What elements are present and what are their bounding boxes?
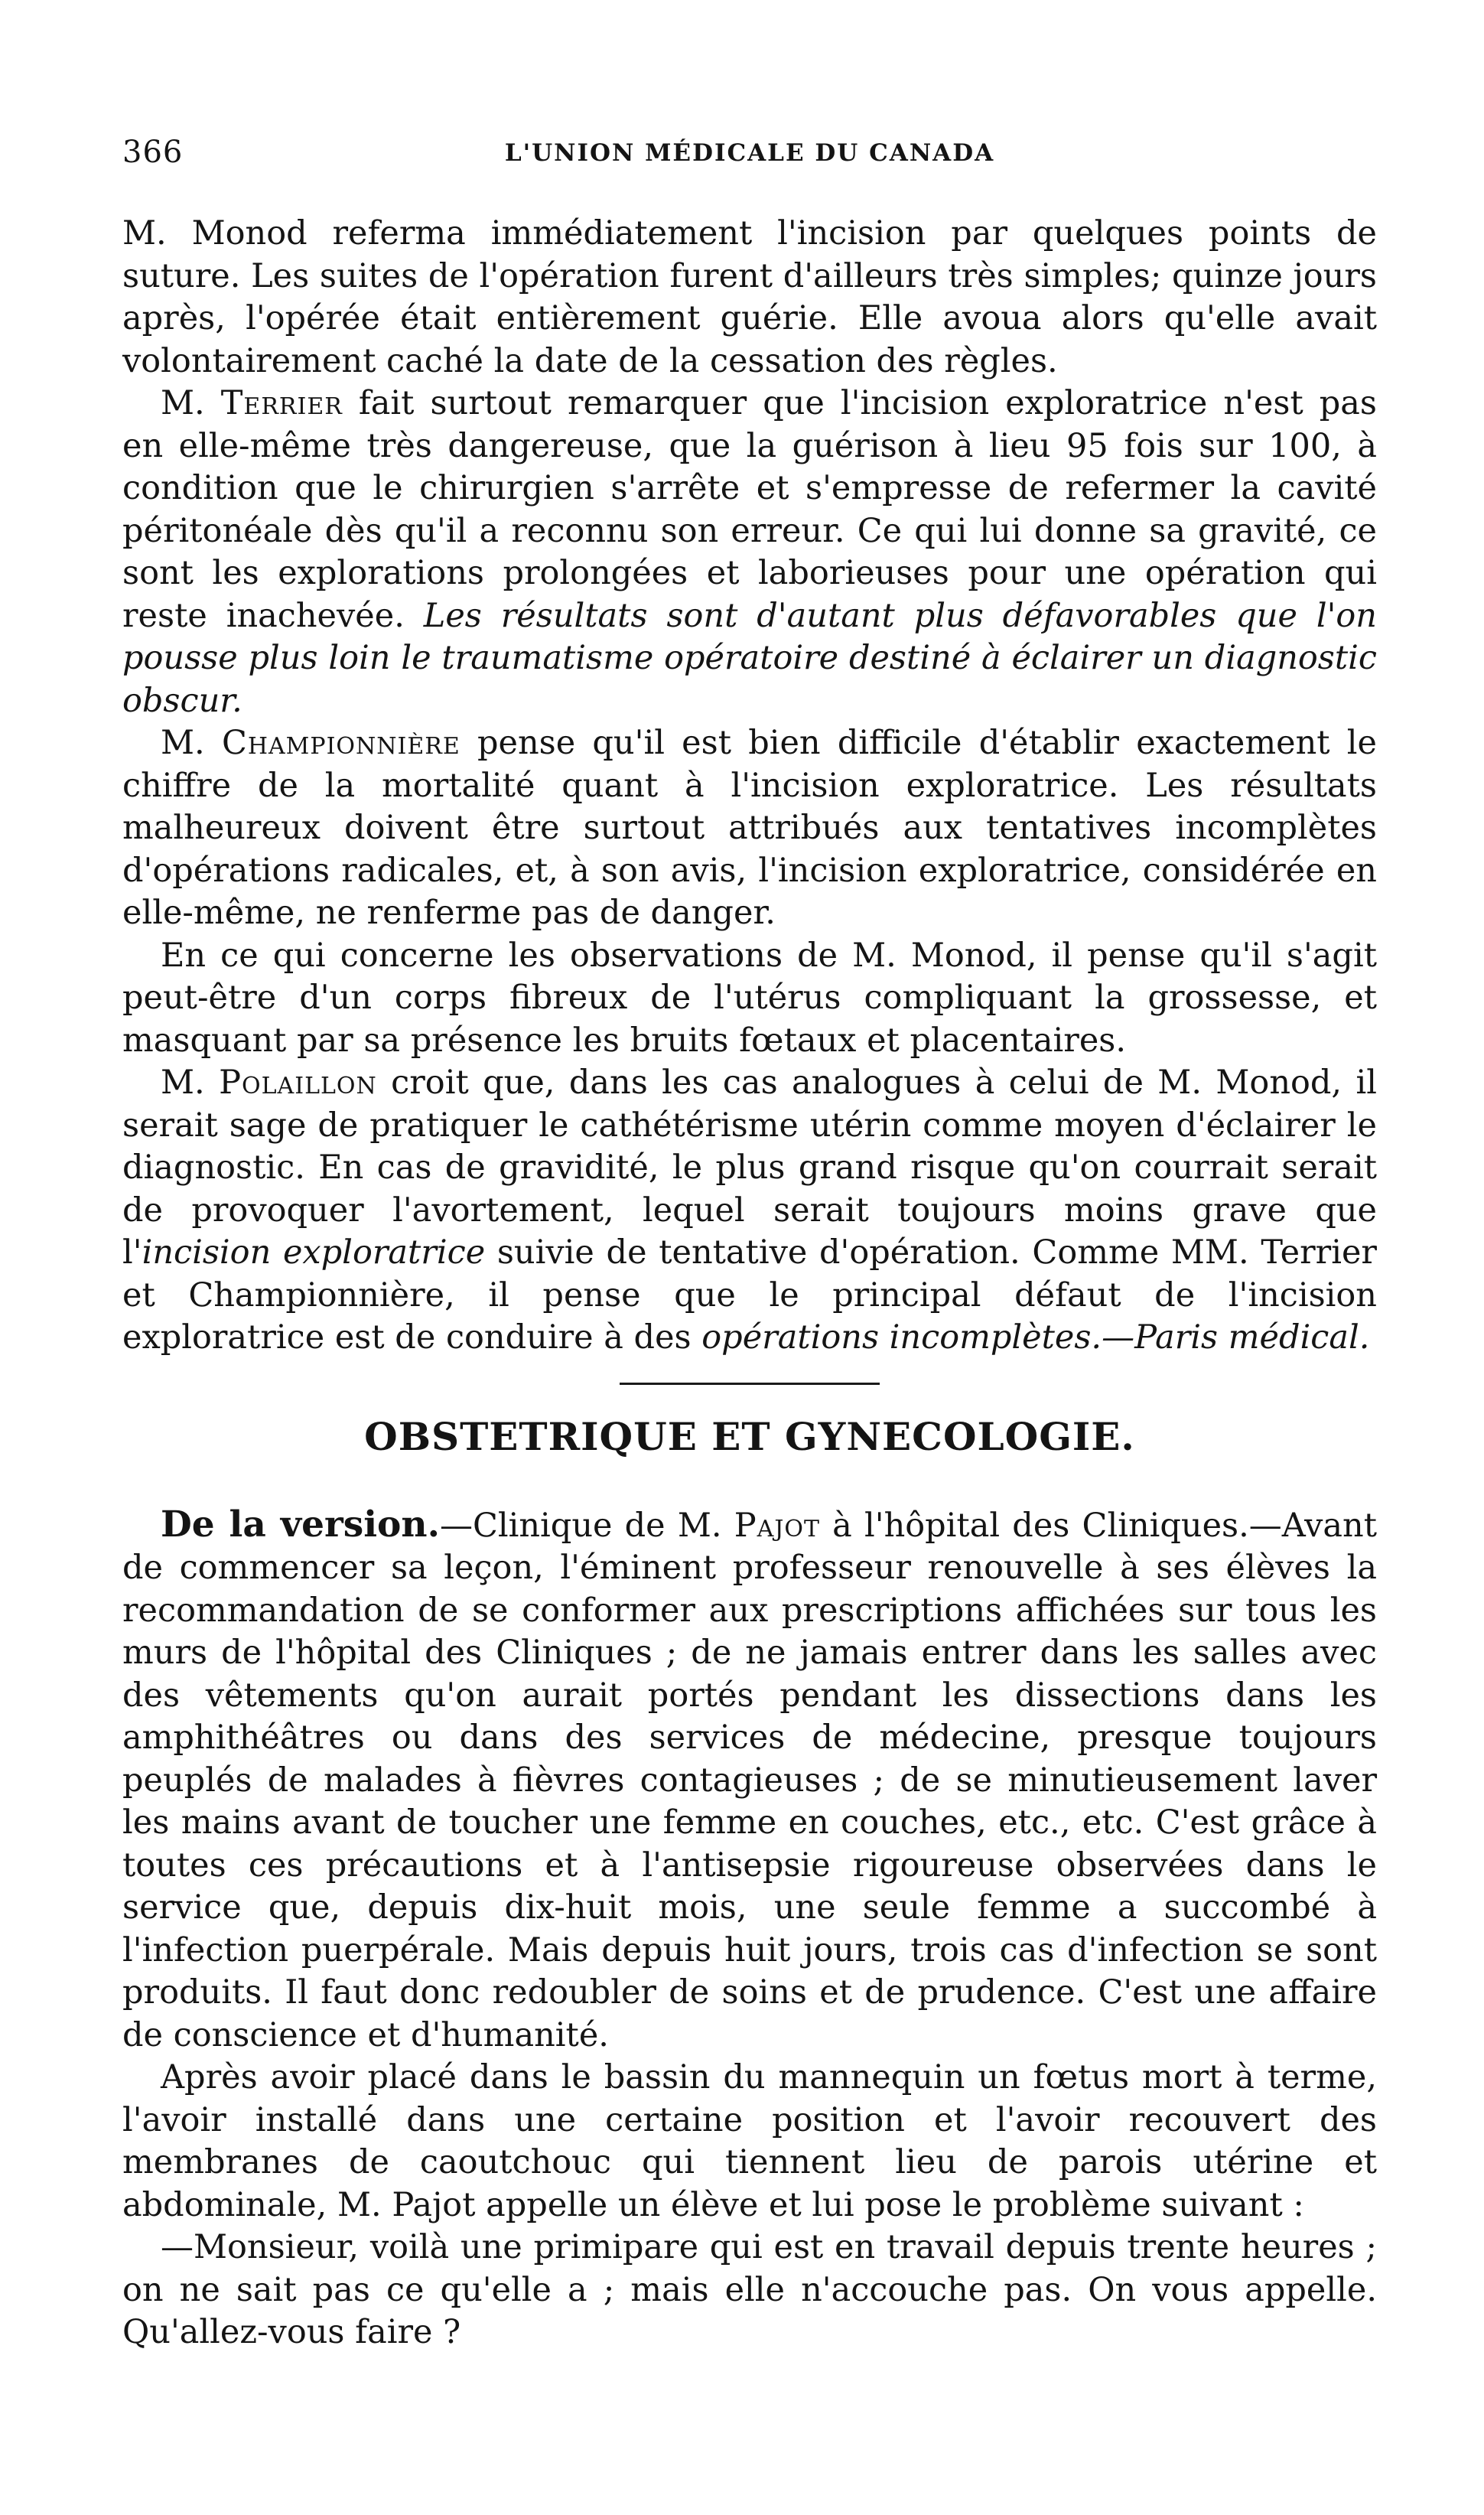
paragraph-polaillon [122, 1062, 1377, 1360]
speaker-name: Pajot [734, 1506, 820, 1545]
paragraph-version [122, 1503, 1377, 2057]
paragraph-text: —Monsieur, voilà une primipare qui est en travail depuis trente heures ; on ne sait pas ce qu'elle a ; mais elle n'accouche pas. On vous appelle. Qu'allez-vous faire ? [122, 2228, 1377, 2351]
page-header [122, 135, 1377, 181]
paragraph-observations [122, 935, 1377, 1063]
paragraph-championniere [122, 722, 1377, 935]
paragraph-text: En ce qui concerne les observations de M. Monod, il pense qu'il s'agit peut-être d'un corps fibreux de l'utérus compliquant la grossesse, et masquant par sa présence les bruits fœtaux et placentaires. [122, 936, 1377, 1060]
speaker-name: Terrier [220, 384, 343, 422]
paragraph-dialogue [122, 2227, 1377, 2354]
paragraph-monod [122, 213, 1377, 383]
paragraph-text: —Clinique de M. [439, 1506, 734, 1545]
paragraph-text: à l'hôpital des Cliniques.—Avant de commencer sa leçon, l'éminent professeur renouvelle à ses élèves la recommandation de se conformer aux prescriptions affichées sur tous les murs de l'hôpital des Cliniques ; de ne jamais entrer dans les salles avec des vêtements qu'on aurait portés pendant les dissections dans les amphithéâtres ou dans des services de médecine, presque toujours peuplés de malades à fièvres contagieuses ; de se minutieusement laver les mains avant de toucher une femme en couches, etc., etc. C'est grâce à toutes ces précautions et à l'antisepsie rigoureuse observées dans le service que, depuis dix-huit mois, une seule femme a succombé à l'infection puerpérale. Mais depuis huit jours, trois cas d'infection se sont produits. Il faut donc redoubler de soins et de prudence. C'est une affaire de conscience et d'humanité. [122, 1506, 1378, 2054]
paragraph-text: croit que, dans les cas analogues à celui de M. Monod, il serait sage de pratiquer le cathétérisme utérin comme moyen d'éclairer le diagnostic. En cas de gravidité, le plus grand risque qu'on courrait serait de provoquer l'avortement, lequel serait toujours moins grave que l' [122, 1064, 1377, 1272]
section-divider [620, 1383, 880, 1385]
italic-quote: Les résultats sont d'autant plus défavorables que l'on pousse plus loin le traumatisme opératoire destiné à éclairer un diagnostic obscur. [122, 596, 1378, 720]
article-title: De la version. [161, 1503, 440, 1546]
paragraph-prefix: M. [161, 384, 221, 422]
section-title: OBSTETRIQUE ET GYNECOLOGIE. [364, 1413, 1135, 1459]
paragraph-prefix: M. [161, 1064, 220, 1102]
page-number: 366 [122, 135, 184, 170]
paragraph-prefix: M. [161, 724, 222, 762]
paragraph-text: fait surtout remarquer que l'incision exploratrice n'est pas en elle-même très dangereuse, que la guérison à lieu 95 fois sur 100, à condition que le chirurgien s'arrête et s'empresse de refermer la cavité péritonéale dès qu'il a reconnu son erreur. Ce qui lui donne sa gravité, ce sont les explorations prolongées et laborieuses pour une opération qui reste inachevée. [122, 384, 1377, 635]
paragraph-mannequin [122, 2057, 1377, 2227]
paragraph-text: M. Monod referma immédiatement l'incision par quelques points de suture. Les suites de l'opération furent d'ailleurs très simples; quinze jours après, l'opérée était entièrement guérie. Elle avoua alors qu'elle avait volontairement caché la date de la cessation des règles. [122, 214, 1377, 380]
speaker-name: Championnière [221, 724, 460, 762]
paragraph-text: suivie de tentative d'opération. Comme MM. Terrier et Championnière, il pense que le principal défaut de l'incision exploratrice est de conduire à des [122, 1233, 1377, 1357]
paragraph-text: pense qu'il est bien difficile d'établir exactement le chiffre de la mortalité quant à l'incision exploratrice. Les résultats malheureux doivent être surtout attribués aux tentatives incomplètes d'opérations radicales, et, à son avis, l'incision exploratrice, considérée en elle-même, ne renferme pas de danger. [122, 724, 1377, 932]
paragraph-text: Après avoir placé dans le bassin du mannequin un fœtus mort à terme, l'avoir installé dans une certaine position et l'avoir recouvert des membranes de caoutchouc qui tiennent lieu de parois utérine et abdominale, M. Pajot appelle un élève et lui pose le problème suivant : [122, 2058, 1377, 2224]
page-body [122, 213, 1377, 2354]
paragraph-terrier [122, 383, 1377, 722]
speaker-name: Polaillon [219, 1064, 377, 1102]
italic-term: incision exploratrice [142, 1233, 486, 1272]
italic-source: opérations incomplètes.—Paris médical. [701, 1318, 1370, 1357]
running-title: L'UNION MÉDICALE DU CANADA [504, 139, 995, 167]
